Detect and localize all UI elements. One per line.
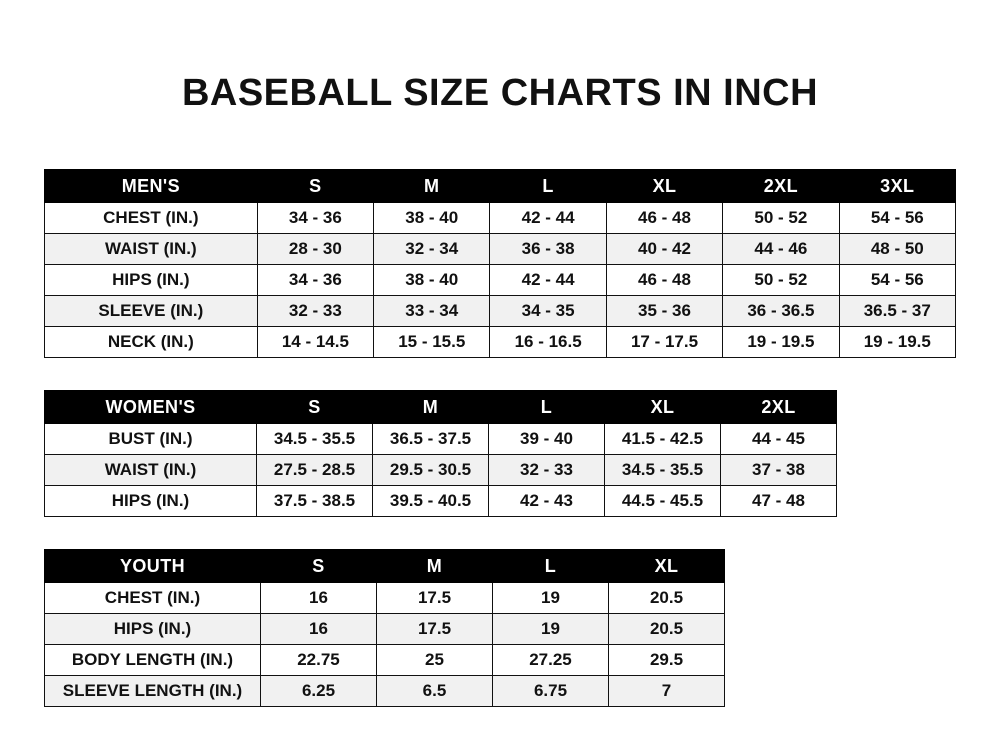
cell: 17.5 (377, 583, 493, 614)
cell: 37 - 38 (721, 455, 837, 486)
cell: 6.25 (261, 676, 377, 707)
cell: 42 - 44 (490, 265, 606, 296)
cell: 47 - 48 (721, 486, 837, 517)
mens-header-3xl: 3XL (839, 170, 955, 203)
youth-header-xl: XL (609, 550, 725, 583)
cell: 46 - 48 (606, 203, 722, 234)
youth-header-category: YOUTH (45, 550, 261, 583)
cell: 19 - 19.5 (839, 327, 955, 358)
cell: 39 - 40 (489, 424, 605, 455)
cell: 36.5 - 37 (839, 296, 955, 327)
cell: 20.5 (609, 583, 725, 614)
table-row (45, 424, 837, 455)
mens-size-table (44, 169, 956, 358)
cell: 50 - 52 (723, 203, 839, 234)
cell: 44.5 - 45.5 (605, 486, 721, 517)
table-row (45, 265, 956, 296)
row-label: BODY LENGTH (IN.) (45, 645, 261, 676)
cell: 32 - 34 (374, 234, 490, 265)
cell: 33 - 34 (374, 296, 490, 327)
table-row (45, 583, 725, 614)
row-label: WAIST (IN.) (45, 234, 258, 265)
cell: 15 - 15.5 (374, 327, 490, 358)
cell: 36 - 36.5 (723, 296, 839, 327)
youth-header-m: M (377, 550, 493, 583)
cell: 54 - 56 (839, 265, 955, 296)
mens-header-l: L (490, 170, 606, 203)
youth-header-s: S (261, 550, 377, 583)
cell: 50 - 52 (723, 265, 839, 296)
cell: 38 - 40 (374, 265, 490, 296)
cell: 32 - 33 (257, 296, 373, 327)
cell: 39.5 - 40.5 (373, 486, 489, 517)
cell: 36.5 - 37.5 (373, 424, 489, 455)
cell: 22.75 (261, 645, 377, 676)
cell: 34.5 - 35.5 (605, 455, 721, 486)
cell: 32 - 33 (489, 455, 605, 486)
cell: 27.25 (493, 645, 609, 676)
cell: 37.5 - 38.5 (257, 486, 373, 517)
row-label: SLEEVE LENGTH (IN.) (45, 676, 261, 707)
mens-header-m: M (374, 170, 490, 203)
cell: 38 - 40 (374, 203, 490, 234)
womens-header-xl: XL (605, 391, 721, 424)
row-label: HIPS (IN.) (45, 265, 258, 296)
cell: 6.75 (493, 676, 609, 707)
cell: 40 - 42 (606, 234, 722, 265)
womens-header-s: S (257, 391, 373, 424)
mens-header-2xl: 2XL (723, 170, 839, 203)
cell: 28 - 30 (257, 234, 373, 265)
cell: 42 - 44 (490, 203, 606, 234)
row-label: BUST (IN.) (45, 424, 257, 455)
table-row (45, 645, 725, 676)
cell: 36 - 38 (490, 234, 606, 265)
cell: 34.5 - 35.5 (257, 424, 373, 455)
cell: 19 (493, 614, 609, 645)
cell: 7 (609, 676, 725, 707)
cell: 34 - 35 (490, 296, 606, 327)
womens-header-m: M (373, 391, 489, 424)
mens-header-s: S (257, 170, 373, 203)
womens-header-category: WOMEN'S (45, 391, 257, 424)
table-row (45, 234, 956, 265)
cell: 46 - 48 (606, 265, 722, 296)
row-label: CHEST (IN.) (45, 583, 261, 614)
row-label: HIPS (IN.) (45, 614, 261, 645)
youth-size-table (44, 549, 725, 707)
cell: 6.5 (377, 676, 493, 707)
table-row (45, 614, 725, 645)
youth-header-l: L (493, 550, 609, 583)
cell: 48 - 50 (839, 234, 955, 265)
table-row (45, 676, 725, 707)
mens-header-category: MEN'S (45, 170, 258, 203)
table-row (45, 455, 837, 486)
cell: 25 (377, 645, 493, 676)
cell: 14 - 14.5 (257, 327, 373, 358)
table-row (45, 327, 956, 358)
cell: 20.5 (609, 614, 725, 645)
cell: 19 (493, 583, 609, 614)
cell: 29.5 - 30.5 (373, 455, 489, 486)
row-label: HIPS (IN.) (45, 486, 257, 517)
row-label: NECK (IN.) (45, 327, 258, 358)
cell: 42 - 43 (489, 486, 605, 517)
cell: 41.5 - 42.5 (605, 424, 721, 455)
cell: 17.5 (377, 614, 493, 645)
table-row (45, 296, 956, 327)
womens-header-l: L (489, 391, 605, 424)
mens-header-xl: XL (606, 170, 722, 203)
cell: 16 - 16.5 (490, 327, 606, 358)
row-label: SLEEVE (IN.) (45, 296, 258, 327)
cell: 44 - 46 (723, 234, 839, 265)
cell: 27.5 - 28.5 (257, 455, 373, 486)
size-tables-container (0, 169, 1000, 707)
cell: 54 - 56 (839, 203, 955, 234)
cell: 19 - 19.5 (723, 327, 839, 358)
mens-table-header-row (45, 170, 956, 203)
cell: 35 - 36 (606, 296, 722, 327)
cell: 16 (261, 583, 377, 614)
cell: 17 - 17.5 (606, 327, 722, 358)
youth-table-header-row (45, 550, 725, 583)
cell: 44 - 45 (721, 424, 837, 455)
table-row (45, 203, 956, 234)
table-row (45, 486, 837, 517)
womens-header-2xl: 2XL (721, 391, 837, 424)
row-label: CHEST (IN.) (45, 203, 258, 234)
cell: 29.5 (609, 645, 725, 676)
womens-table-header-row (45, 391, 837, 424)
womens-size-table (44, 390, 837, 517)
cell: 34 - 36 (257, 203, 373, 234)
cell: 34 - 36 (257, 265, 373, 296)
row-label: WAIST (IN.) (45, 455, 257, 486)
cell: 16 (261, 614, 377, 645)
page-title: BASEBALL SIZE CHARTS IN INCH (181, 72, 819, 114)
